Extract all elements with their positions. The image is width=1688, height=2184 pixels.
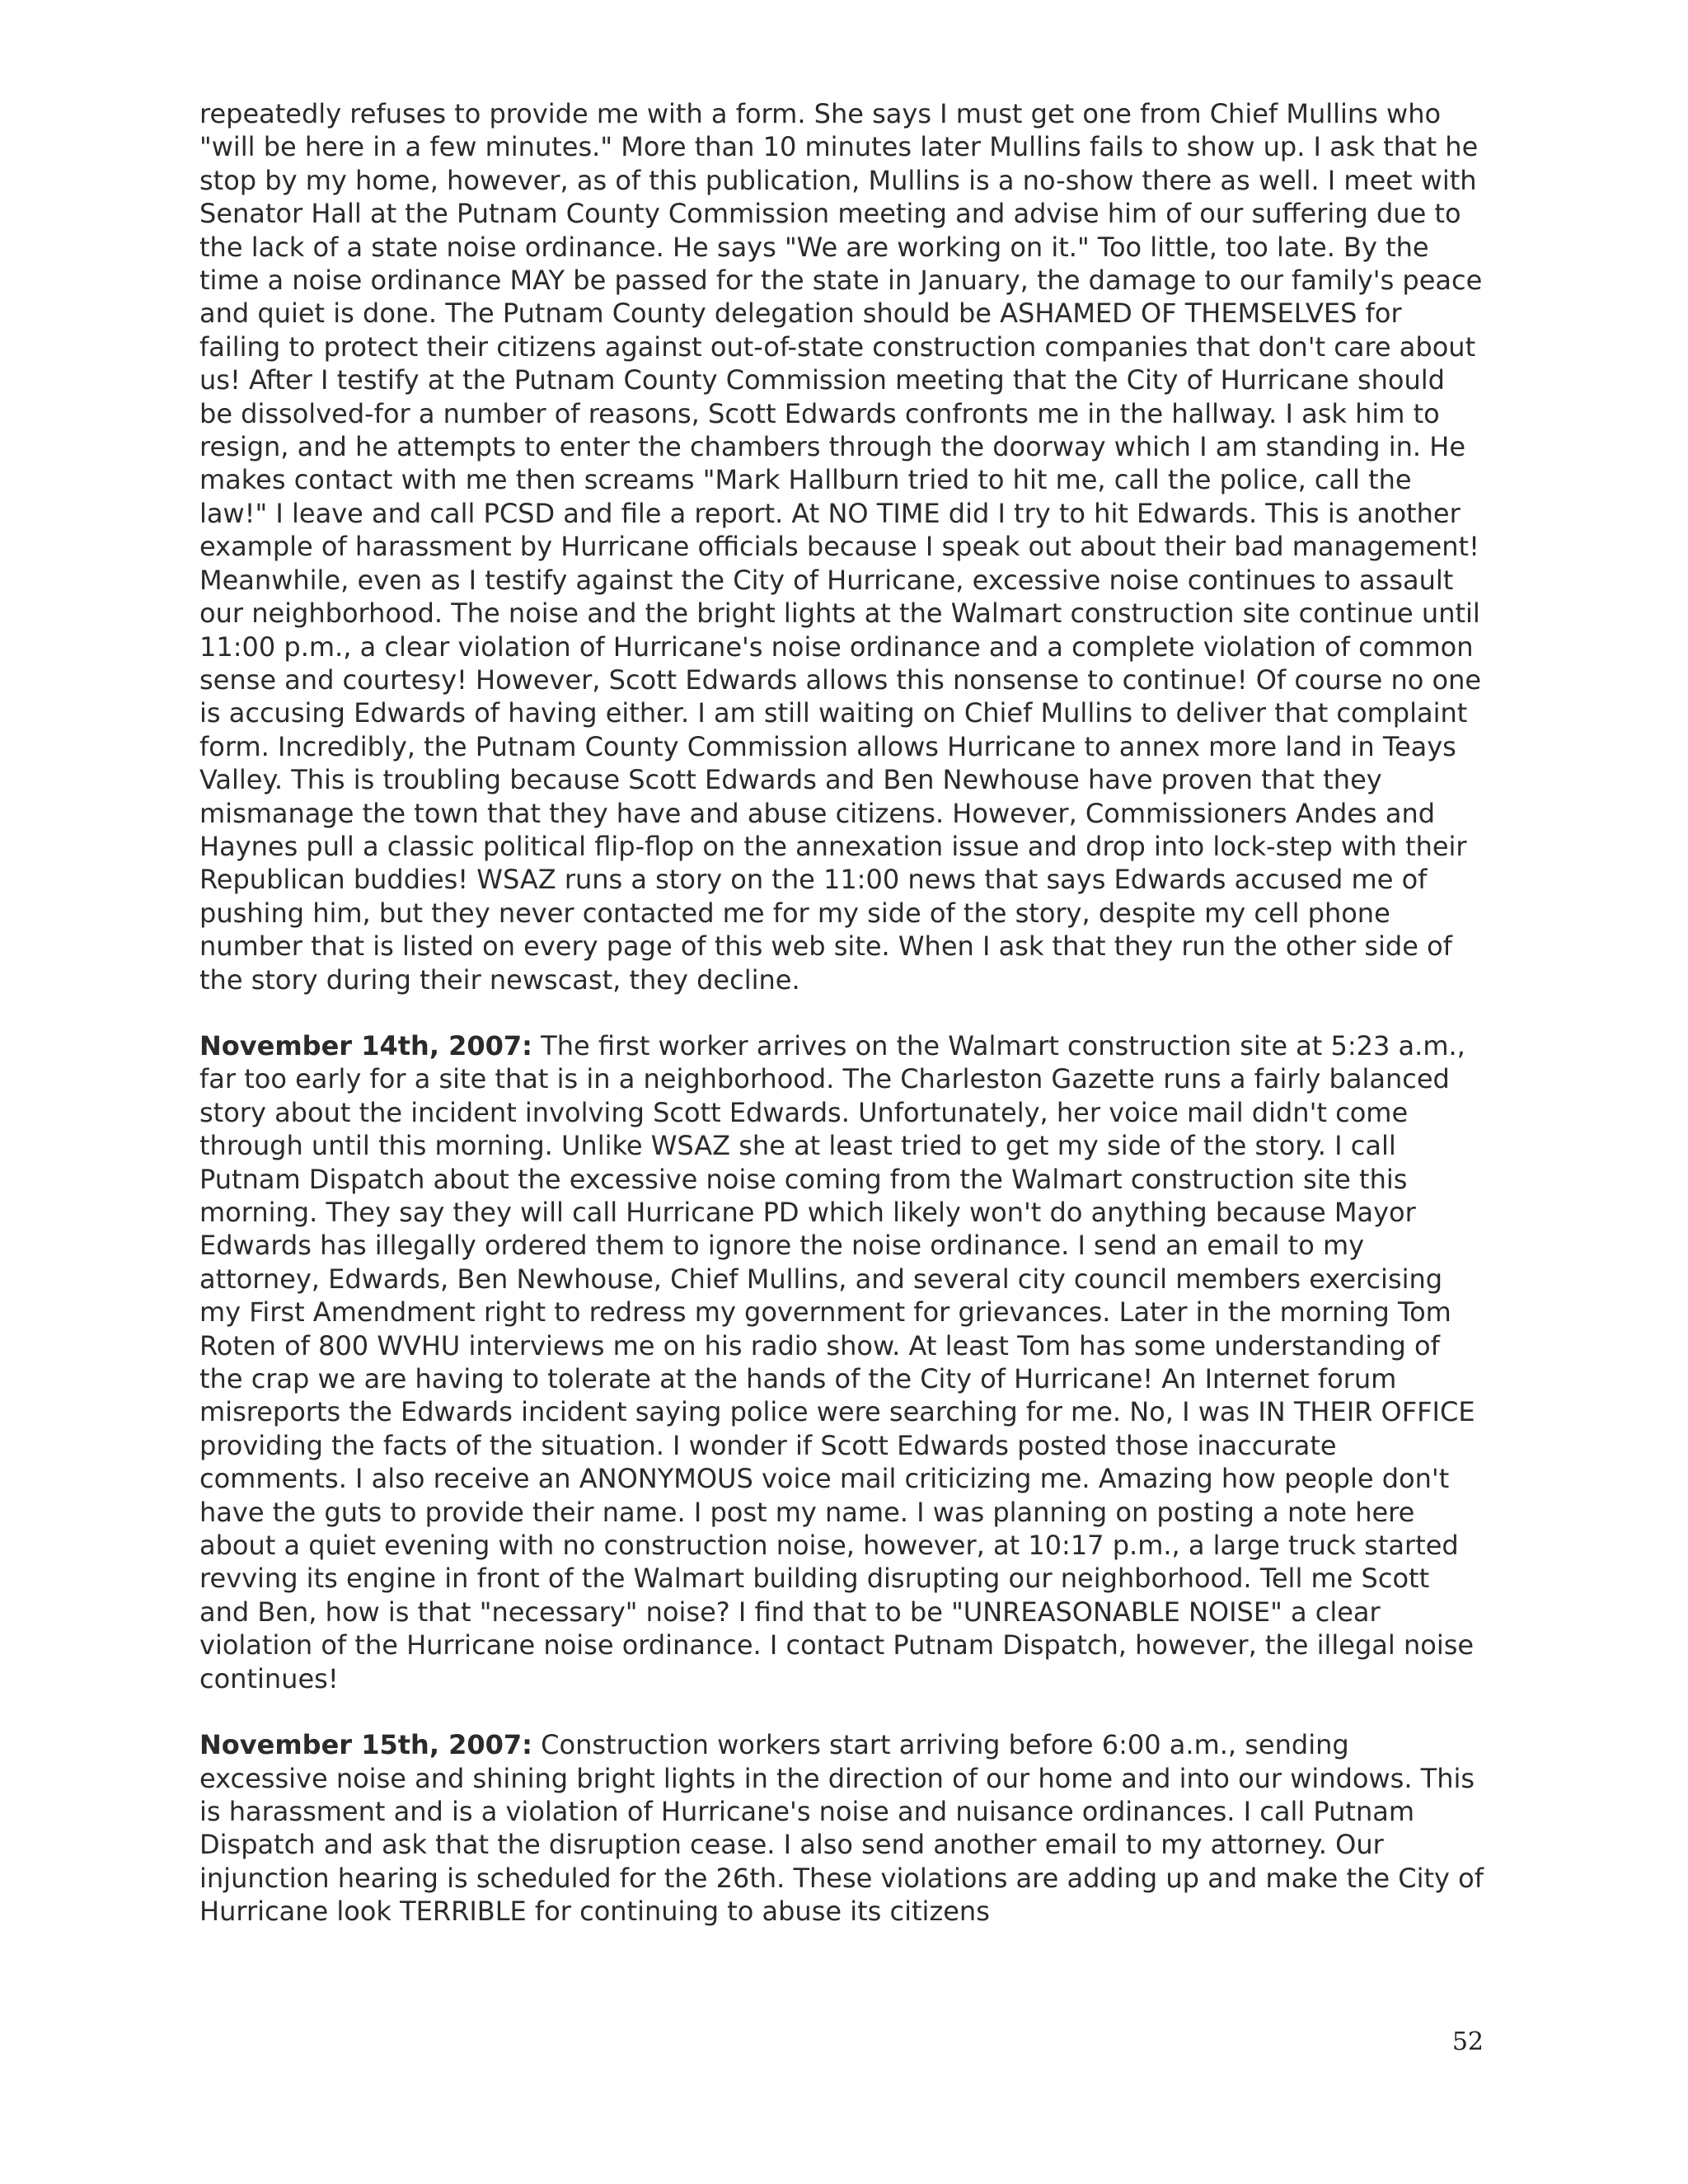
entry-date: November 14th, 2007: xyxy=(199,1029,532,1062)
paragraph-nov-14 xyxy=(199,1029,1485,1695)
paragraph-continued xyxy=(199,97,1485,996)
paragraph-nov-15 xyxy=(199,1728,1485,1928)
entry-date: November 15th, 2007: xyxy=(199,1729,532,1761)
paragraph-text: Construction workers start arriving before 6:00 a.m., sending excessive noise and shining bright lights in the direction of our home and into our windows. This is harassment and is a violation of Hurricane's noise and nuisance ordinances. I call Putnam Dispatch and ask that the disruption cease. I also send another email to my attorney. Our injunction hearing is scheduled for the 26th. These violations are adding up and make the City of Hurricane look TERRIBLE for continuing to abuse its citizens xyxy=(199,1729,1484,1928)
page-number: 52 xyxy=(1451,2027,1484,2056)
paragraph-text: The first worker arrives on the Walmart construction site at 5:23 a.m., far too early for a site that is in a neighborhood. The Charleston Gazette runs a fairly balanced story about the incident involving Scott Edwards. Unfortunately, her voice mail didn't come through until this morning. Unlike WSAZ she at least tried to get my side of the story. I call Putnam Dispatch about the excessive noise coming from the Walmart construction site this morning. They say they will call Hurricane PD which likely won't do anything because Mayor Edwards has illegally ordered them to ignore the noise ordinance. I send an email to my attorney, Edwards, Ben Newhouse, Chief Mullins, and several city council members exercising my First Amendment right to redress my government for grievances. Later in the morning Tom Roten of 800 WVHU interviews me on his radio show. At least Tom has some understanding of the crap we are having to tolerate at the hands of the City of Hurricane! An Internet forum misreports the Edwards incident saying police were searching for me. No, I was IN THEIR OFFICE providing the facts of the situation. I wonder if Scott Edwards posted those inaccurate comments. I also receive an ANONYMOUS voice mail criticizing me. Amazing how people don't have the guts to provide their name. I post my name. I was planning on posting a note here about a quiet evening with no construction noise, however, at 10:17 p.m., a large truck started revving its engine in front of the Walmart building disrupting our neighborhood. Tell me Scott and Ben, how is that "necessary" noise? I find that to be "UNREASONABLE NOISE" a clear violation of the Hurricane noise ordinance. I contact Putnam Dispatch, however, the illegal noise continues! xyxy=(199,1029,1475,1694)
document-body xyxy=(199,97,1485,1929)
paragraph-text: repeatedly refuses to provide me with a form. She says I must get one from Chief Mullins who "will be here in a few minutes." More than 10 minutes later Mullins fails to show up. I ask that he stop by my home, however, as of this publication, Mullins is a no-show there as well. I meet with Senator Hall at the Putnam County Commission meeting and advise him of our suffering due to the lack of a state noise ordinance. He says "We are working on it." Too little, too late. By the time a noise ordinance MAY be passed for the state in January, the damage to our family's peace and quiet is done. The Putnam County delegation should be ASHAMED OF THEMSELVES for failing to protect their citizens against out-of-state construction companies that don't care about us! After I testify at the Putnam County Commission meeting that the City of Hurricane should be dissolved-for a number of reasons, Scott Edwards confronts me in the hallway. I ask him to resign, and he attempts to enter the chambers through the doorway which I am standing in. He makes contact with me then screams "Mark Hallburn tried to hit me, call the police, call the law!" I leave and call PCSD and file a report. At NO TIME did I try to hit Edwards. This is another example of harassment by Hurricane officials because I speak out about their bad management! Meanwhile, even as I testify against the City of Hurricane, excessive noise continues to assault our neighborhood. The noise and the bright lights at the Walmart construction site continue until 11:00 p.m., a clear violation of Hurricane's noise ordinance and a complete violation of common sense and courtesy! However, Scott Edwards allows this nonsense to continue! Of course no one is accusing Edwards of having either. I am still waiting on Chief Mullins to deliver that complaint form. Incredibly, the Putnam County Commission allows Hurricane to annex more land in Teays Valley. This is troubling because Scott Edwards and Ben Newhouse have proven that they mismanage the town that they have and abuse citizens. However, Commissioners Andes and Haynes pull a classic political flip-flop on the annexation issue and drop into lock-step with their Republican buddies! WSAZ runs a story on the 11:00 news that says Edwards accused me of pushing him, but they never contacted me for my side of the story, despite my cell phone number that is listed on every page of this web site. When I ask that they run the other side of the story during their newscast, they decline. xyxy=(199,98,1483,996)
